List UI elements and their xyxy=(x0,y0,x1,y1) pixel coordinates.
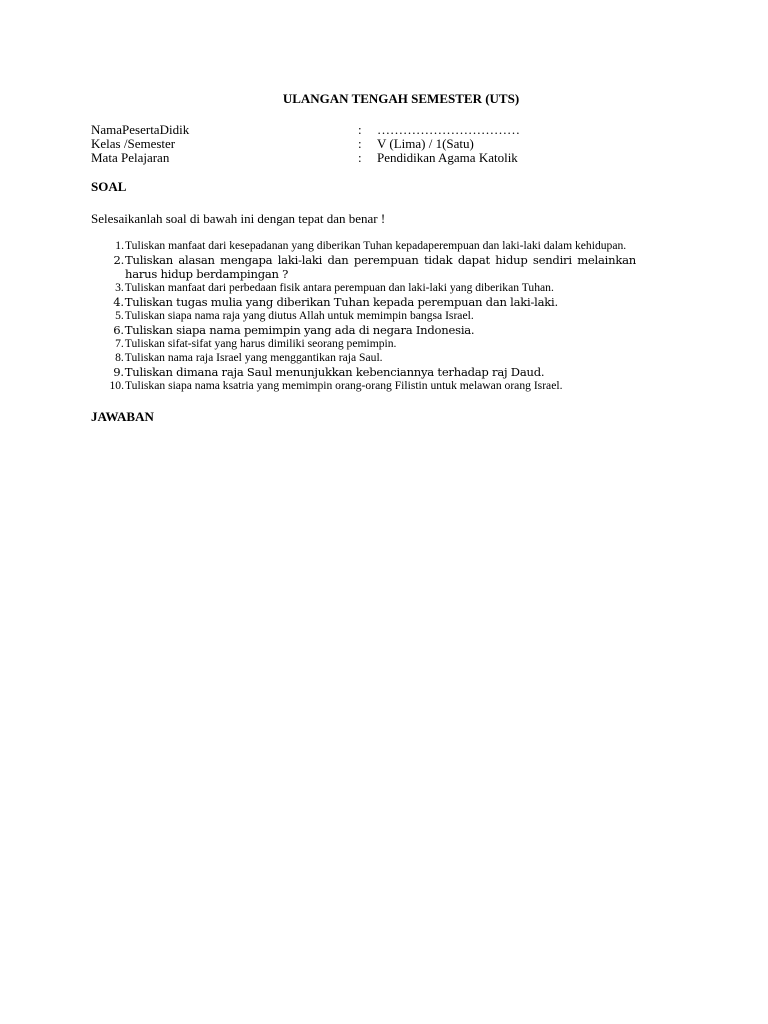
question-item xyxy=(91,323,681,337)
info-value: …………………………… xyxy=(377,122,520,137)
page-title: ULANGAN TENGAH SEMESTER (UTS) xyxy=(282,91,520,106)
info-colon: : xyxy=(358,150,362,165)
info-colon: : xyxy=(358,122,362,137)
info-row-kelas xyxy=(91,137,691,151)
question-list xyxy=(91,239,681,393)
instruction-text: Selesaikanlah soal di bawah ini dengan tepat dan benar ! xyxy=(91,211,386,226)
info-colon: : xyxy=(358,136,362,151)
info-label: Mata Pelajaran xyxy=(91,150,170,165)
question-number: 1. xyxy=(115,239,124,252)
question-text: Tuliskan alasan mengapa laki-laki dan perempuan tidak dapat hidup sendiri melainkan harus hidup berdampingan ? xyxy=(125,253,636,281)
question-text: Tuliskan dimana raja Saul menunjukkan kebenciannya terhadap raj Daud. xyxy=(124,365,545,379)
jawaban-heading: JAWABAN xyxy=(91,409,154,424)
question-number: 2. xyxy=(113,253,124,267)
question-number: 9. xyxy=(113,365,124,379)
question-number: 8. xyxy=(115,351,124,364)
soal-heading: SOAL xyxy=(91,179,127,194)
question-number: 5. xyxy=(115,309,124,322)
question-item xyxy=(91,365,681,379)
info-label: Kelas /Semester xyxy=(91,136,176,151)
question-text: Tuliskan tugas mulia yang diberikan Tuhan kepada perempuan dan laki-laki. xyxy=(124,295,558,309)
question-text: Tuliskan nama raja Israel yang menggantikan raja Saul. xyxy=(124,351,383,364)
question-number: 10. xyxy=(109,379,124,392)
question-text: Tuliskan siapa nama ksatria yang memimpin orang-orang Filistin untuk melawan orang Israel. xyxy=(125,379,563,392)
question-number: 6. xyxy=(113,323,124,337)
question-item xyxy=(91,239,681,253)
info-row-mapel xyxy=(91,151,691,165)
question-item xyxy=(91,281,681,295)
student-info xyxy=(91,123,691,165)
info-row-nama xyxy=(91,123,691,137)
question-number: 7. xyxy=(115,337,124,350)
question-text: Tuliskan manfaat dari kesepadanan yang diberikan Tuhan kepadaperempuan dan laki-laki dalam kehidupan. xyxy=(125,239,627,252)
question-text: Tuliskan siapa nama raja yang diutus Allah untuk memimpin bangsa Israel. xyxy=(124,309,474,322)
question-text: Tuliskan manfaat dari perbedaan fisik antara perempuan dan laki-laki yang diberikan Tuhan. xyxy=(124,281,554,294)
info-label: NamaPesertaDidik xyxy=(91,122,190,137)
question-text: Tuliskan siapa nama pemimpin yang ada di negara Indonesia. xyxy=(124,323,475,337)
question-text: Tuliskan sifat-sifat yang harus dimiliki seorang pemimpin. xyxy=(124,337,397,350)
question-item xyxy=(91,351,681,365)
question-item xyxy=(91,295,681,309)
question-item xyxy=(91,253,681,281)
question-number: 4. xyxy=(113,295,124,309)
question-number: 3. xyxy=(115,281,124,294)
exam-page xyxy=(91,91,691,425)
question-item xyxy=(91,337,681,351)
info-value: V (Lima) / 1(Satu) xyxy=(377,136,474,151)
question-item xyxy=(91,309,681,323)
question-item xyxy=(91,379,681,393)
info-value: Pendidikan Agama Katolik xyxy=(377,150,518,165)
